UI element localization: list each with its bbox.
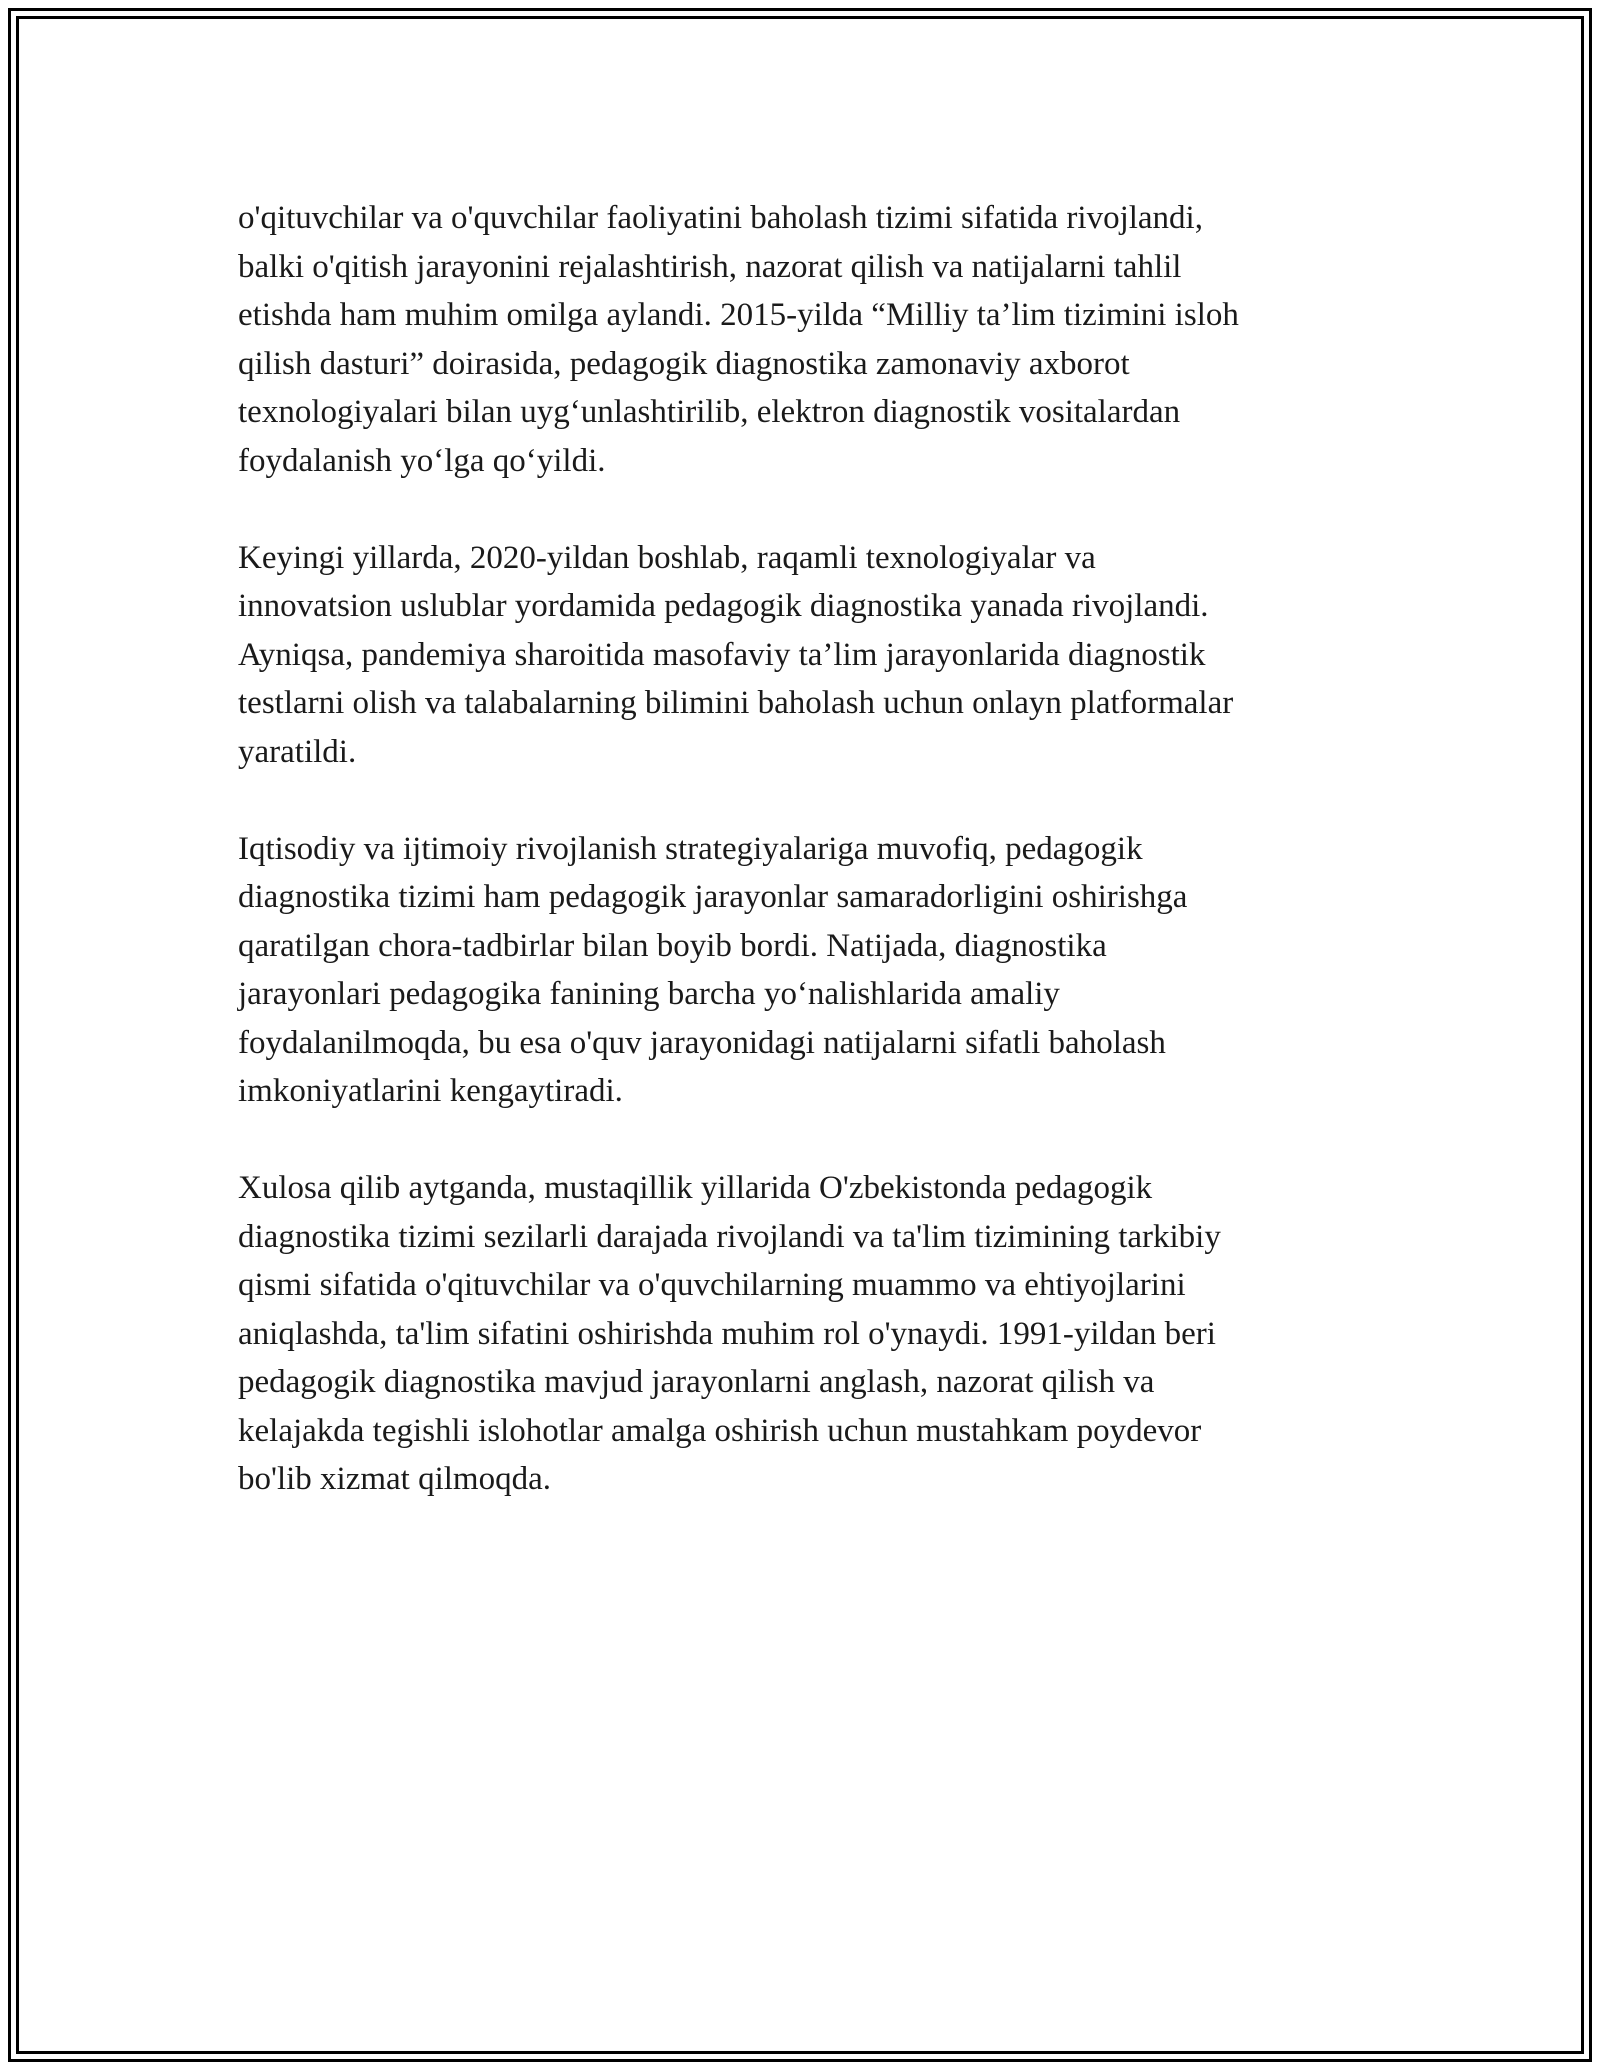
text-line: jarayonlari pedagogika fanining barcha yo‘nalishlarida amaliy [238, 976, 1060, 1012]
text-line: pedagogik diagnostika mavjud jarayonlarni anglash, nazorat qilish va [238, 1364, 1155, 1400]
text-line: qismi sifatida o'qituvchilar va o'quvchilarning muammo va ehtiyojlarini [238, 1267, 1186, 1303]
text-line: Xulosa qilib aytganda, mustaqillik yillarida O'zbekistonda pedagogik [238, 1170, 1153, 1206]
paragraph-3 [238, 825, 1388, 1116]
text-line: kelajakda tegishli islohotlar amalga oshirish uchun mustahkam poydevor [238, 1412, 1202, 1449]
text-line: innovatsion uslublar yordamida pedagogik diagnostika yanada rivojlandi. [238, 588, 1209, 624]
text-line: qilish dasturi” doirasida, pedagogik diagnostika zamonaviy axborot [238, 345, 1130, 382]
text-line: texnologiyalari bilan uyg‘unlashtirilib, elektron diagnostik vositalardan [238, 394, 1181, 430]
text-line: bo'lib xizmat qilmoqda. [238, 1461, 551, 1497]
text-line: qaratilgan chora-tadbirlar bilan boyib bordi. Natijada, diagnostika [238, 927, 1107, 964]
text-line: diagnostika tizimi sezilarli darajada rivojlandi va ta'lim tizimining tarkibiy [238, 1218, 1221, 1255]
text-line: aniqlashda, ta'lim sifatini oshirishda muhim rol o'ynaydi. 1991-yildan beri [238, 1315, 1216, 1352]
text-line: yaratildi. [238, 733, 357, 770]
text-line: balki o'qitish jarayonini rejalashtirish, nazorat qilish va natijalarni tahlil [238, 248, 1182, 285]
text-line: o'qituvchilar va o'quvchilar faoliyatini baholash tizimi sifatida rivojlandi, [238, 200, 1203, 236]
text-line: foydalanilmoqda, bu esa o'quv jarayonidagi natijalarni sifatli baholash [238, 1024, 1166, 1061]
text-line: testlarni olish va talabalarning bilimini baholash uchun onlayn platformalar [238, 685, 1234, 721]
text-line: diagnostika tizimi ham pedagogik jarayonlar samaradorligini oshirishga [238, 879, 1188, 915]
document-body [238, 194, 1388, 1552]
text-line: Ayniqsa, pandemiya sharoitida masofaviy ta’lim jarayonlarida diagnostik [238, 636, 1206, 673]
text-line: imkoniyatlarini kengaytiradi. [238, 1073, 623, 1109]
paragraph-1 [238, 194, 1388, 485]
text-line: foydalanish yo‘lga qo‘yildi. [238, 442, 606, 479]
text-line: Keyingi yillarda, 2020-yildan boshlab, raqamli texnologiyalar va [238, 539, 1096, 576]
text-line: etishda ham muhim omilga aylandi. 2015-yilda “Milliy ta’lim tizimini isloh [238, 297, 1239, 333]
document-page [8, 8, 1592, 2062]
paragraph-4 [238, 1164, 1388, 1504]
paragraph-2 [238, 534, 1388, 777]
text-line: Iqtisodiy va ijtimoiy rivojlanish strategiyalariga muvofiq, pedagogik [238, 830, 1143, 867]
